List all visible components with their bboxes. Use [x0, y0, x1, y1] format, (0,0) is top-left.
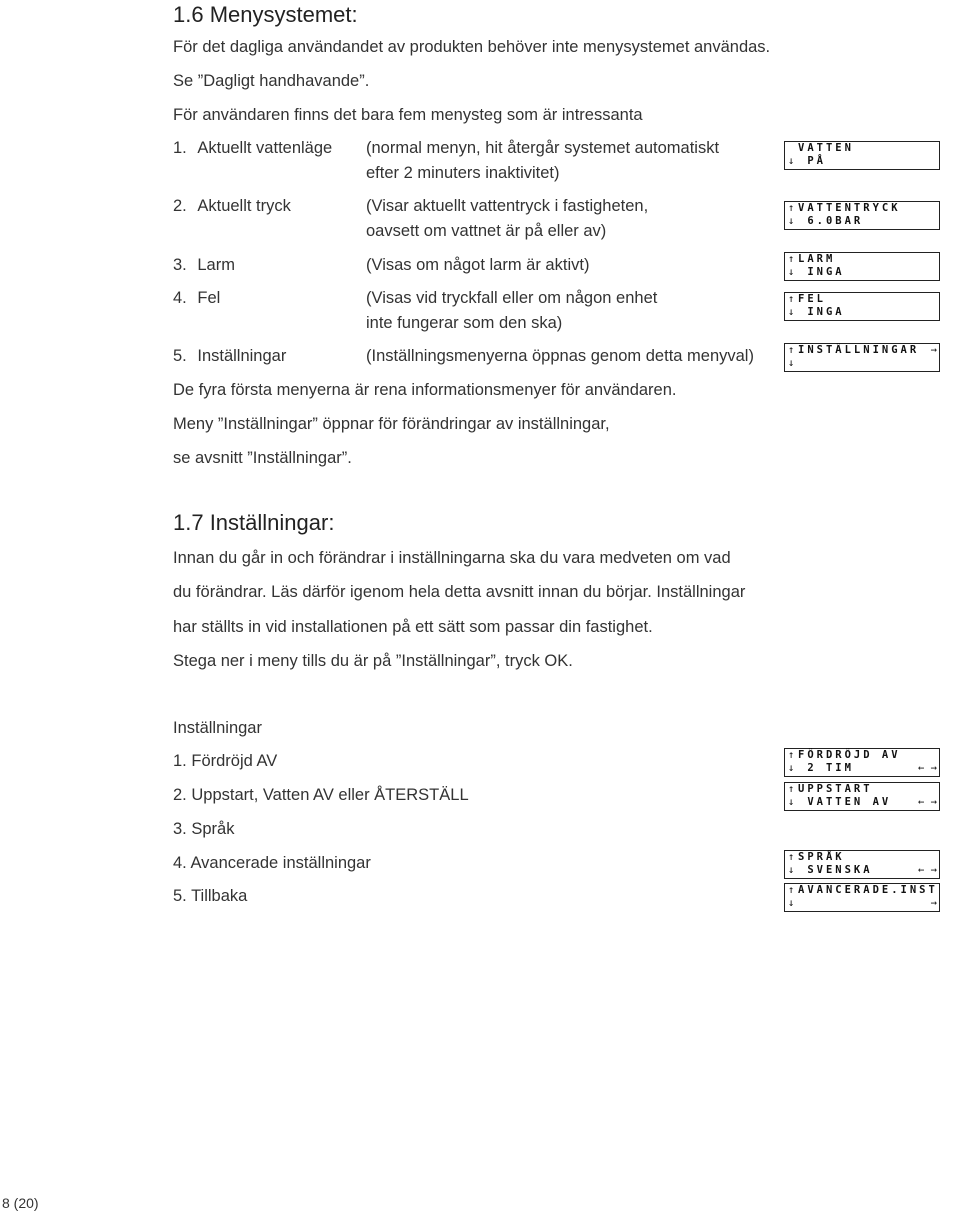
arrow-down-icon: ↓ — [788, 796, 795, 808]
list-label: Aktuellt vattenläge — [197, 139, 333, 157]
list-text: Fördröjd AV — [191, 752, 278, 770]
lcd-display-vattentryck — [784, 201, 940, 230]
list-number: 4. — [173, 289, 187, 307]
lcd-line: FÖRDRÖJD AV — [798, 749, 901, 761]
lcd-display-fordrojd — [784, 748, 940, 777]
paragraph: se avsnitt ”Inställningar”. — [173, 449, 352, 467]
lcd-line: UPPSTART — [798, 783, 873, 795]
list-desc: efter 2 minuters inaktivitet) — [366, 164, 560, 182]
list-number: 1. — [173, 752, 187, 770]
paragraph: Se ”Dagligt handhavande”. — [173, 72, 370, 90]
arrow-left-right-icon: ← → — [918, 796, 937, 808]
list-desc: (Inställningsmenyerna öppnas genom detta menyval) — [366, 347, 754, 365]
arrow-up-icon: ↑ — [788, 293, 795, 305]
arrow-down-icon: ↓ — [788, 357, 795, 369]
list-desc: oavsett om vattnet är på eller av) — [366, 222, 607, 240]
list-desc: inte fungerar som den ska) — [366, 314, 563, 332]
list-label: Fel — [197, 289, 221, 307]
lcd-line: FEL — [798, 293, 826, 305]
list-item — [173, 139, 332, 158]
lcd-line: LARM — [798, 253, 836, 265]
lcd-line: INSTÄLLNINGAR — [798, 344, 920, 356]
lcd-display-fel — [784, 292, 940, 321]
arrow-up-icon: ↑ — [788, 344, 795, 356]
paragraph: Innan du går in och förändrar i inställningarna ska du vara medveten om vad — [173, 549, 731, 567]
list-text: Avancerade inställningar — [190, 854, 371, 872]
list-item — [173, 854, 371, 873]
lcd-display-sprak — [784, 850, 940, 879]
arrow-left-right-icon: ← → — [918, 864, 937, 876]
arrow-up-icon: ↑ — [788, 783, 795, 795]
list-text: Språk — [191, 820, 235, 838]
list-text: Tillbaka — [191, 887, 248, 905]
lcd-line: INGA — [798, 266, 845, 278]
list-number: 2. — [173, 197, 187, 215]
list-item — [173, 820, 234, 839]
arrow-down-icon: ↓ — [788, 155, 795, 167]
lcd-line: VATTEN — [798, 142, 854, 154]
list-desc: (normal menyn, hit återgår systemet automatiskt — [366, 139, 720, 157]
section-heading-menysystemet: 1.6 Menysystemet: — [173, 2, 358, 27]
list-label: Inställningar — [197, 347, 287, 365]
paragraph: du förändrar. Läs därför igenom hela detta avsnitt innan du börjar. Inställningar — [173, 583, 746, 601]
list-number: 2. — [173, 786, 187, 804]
page-number: 8 (20) — [2, 1195, 39, 1211]
list-desc: (Visas om något larm är aktivt) — [366, 256, 590, 274]
lcd-display-installningar — [784, 343, 940, 372]
paragraph: har ställts in vid installationen på ett sätt som passar din fastighet. — [173, 618, 653, 636]
list-desc: (Visar aktuellt vattentryck i fastigheten, — [366, 197, 649, 215]
list-item — [173, 786, 469, 805]
list-item — [173, 887, 247, 906]
list-number: 3. — [173, 256, 187, 274]
arrow-up-icon: ↑ — [788, 749, 795, 761]
list-item — [173, 197, 291, 216]
list-item — [173, 347, 286, 366]
list-item — [173, 289, 220, 308]
subheading: Inställningar — [173, 719, 262, 737]
arrow-up-icon: ↑ — [788, 253, 795, 265]
list-number: 1. — [173, 139, 187, 157]
arrow-right-icon: → — [930, 344, 937, 356]
lcd-line: 2 TIM — [798, 762, 854, 774]
list-label: Aktuellt tryck — [197, 197, 291, 215]
arrow-down-icon: ↓ — [788, 215, 795, 227]
lcd-line: SVENSKA — [798, 864, 873, 876]
lcd-line: PÅ — [798, 155, 826, 167]
arrow-down-icon: ↓ — [788, 266, 795, 278]
arrow-down-icon: ↓ — [788, 864, 795, 876]
lcd-line: VATTENTRYCK — [798, 202, 901, 214]
paragraph: För användaren finns det bara fem menysteg som är intressanta — [173, 106, 643, 124]
lcd-display-larm — [784, 252, 940, 281]
section-heading-installningar: 1.7 Inställningar: — [173, 510, 335, 535]
arrow-left-right-icon: ← → — [918, 762, 937, 774]
list-label: Larm — [197, 256, 235, 274]
paragraph: De fyra första menyerna är rena informationsmenyer för användaren. — [173, 381, 677, 399]
list-item — [173, 256, 235, 275]
arrow-up-icon: ↑ — [788, 884, 795, 896]
lcd-display-uppstart — [784, 782, 940, 811]
lcd-line: INGA — [798, 306, 845, 318]
lcd-display-vatten — [784, 141, 940, 170]
lcd-line: 6.0BAR — [798, 215, 864, 227]
lcd-display-avancerade — [784, 883, 940, 912]
arrow-down-icon: ↓ — [788, 762, 795, 774]
list-number: 5. — [173, 887, 187, 905]
arrow-right-icon: → — [930, 897, 937, 909]
paragraph: För det dagliga användandet av produkten behöver inte menysystemet användas. — [173, 38, 771, 56]
arrow-down-icon: ↓ — [788, 306, 795, 318]
list-desc: (Visas vid tryckfall eller om någon enhet — [366, 289, 658, 307]
list-number: 3. — [173, 820, 187, 838]
list-number: 4. — [173, 854, 187, 872]
paragraph: Stega ner i meny tills du är på ”Inställningar”, tryck OK. — [173, 652, 573, 670]
arrow-down-icon: ↓ — [788, 897, 795, 909]
list-item — [173, 752, 277, 771]
lcd-line: VATTEN AV — [798, 796, 892, 808]
arrow-up-icon: ↑ — [788, 851, 795, 863]
list-number: 5. — [173, 347, 187, 365]
list-text: Uppstart, Vatten AV eller ÅTERSTÄLL — [191, 786, 469, 804]
lcd-line: SPRÅK — [798, 851, 845, 863]
paragraph: Meny ”Inställningar” öppnar för förändringar av inställningar, — [173, 415, 610, 433]
lcd-line: AVANCERADE.INST — [798, 884, 938, 896]
arrow-up-icon: ↑ — [788, 202, 795, 214]
